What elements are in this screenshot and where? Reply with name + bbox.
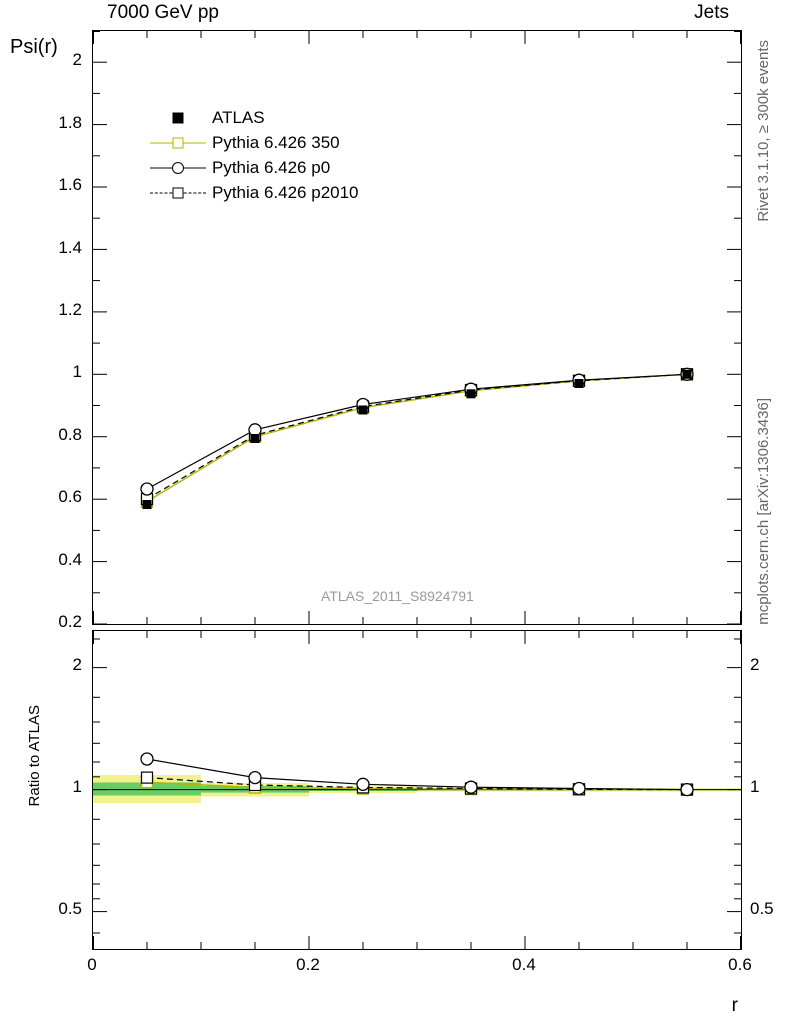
legend-label-pythia350: Pythia 6.426 350 <box>212 132 340 152</box>
markers-pythia350 <box>142 369 693 507</box>
rivet-version-label: Rivet 3.1.10, ≥ 300k events <box>755 40 772 222</box>
header-beam-label: 7000 GeV pp <box>107 2 219 23</box>
series-pythiap2010 <box>147 374 687 499</box>
arxiv-reference-label: mcplots.cern.ch [arXiv:1306.3436] <box>755 398 772 625</box>
xtick-0: 0 <box>87 955 97 974</box>
series-pythiap0 <box>147 374 687 489</box>
ytick-main-2: 0.6 <box>58 487 82 506</box>
ytick-main-8: 1.8 <box>58 113 82 132</box>
markers-pythiap2010 <box>142 369 693 505</box>
xtick-3: 0.6 <box>728 955 752 974</box>
ytick-main-3: 0.8 <box>58 425 82 444</box>
header-process-label: Jets <box>694 2 729 23</box>
ytick-ratio-right-1: 1 <box>750 777 760 796</box>
legend-label-pythiap2010: Pythia 6.426 p2010 <box>212 182 359 202</box>
y-axis-title-ratio: Ratio to ATLAS <box>26 705 43 807</box>
ytick-ratio-right-0: 0.5 <box>750 899 774 918</box>
markers-atlas <box>143 370 692 509</box>
ytick-main-4: 1 <box>72 362 82 381</box>
ytick-main-5: 1.2 <box>58 300 82 319</box>
legend-label-atlas: ATLAS <box>212 107 265 127</box>
ytick-main-1: 0.4 <box>58 550 82 569</box>
legend-item-pythiap2010 <box>150 180 359 205</box>
legend-marker-filled-square-icon <box>150 107 206 129</box>
ytick-ratio-left-2: 2 <box>72 655 82 674</box>
analysis-watermark: ATLAS_2011_S8924791 <box>321 588 474 604</box>
ytick-main-6: 1.4 <box>58 238 82 257</box>
legend-item-atlas <box>150 105 359 130</box>
y-axis-title-main: Psi(r) <box>10 36 58 58</box>
legend-label-pythiap0: Pythia 6.426 p0 <box>212 157 331 177</box>
series-pythia350 <box>147 374 687 501</box>
ytick-main-9: 2 <box>72 50 82 69</box>
ytick-ratio-right-2: 2 <box>750 655 760 674</box>
legend-marker-open-square-line-icon <box>150 132 206 154</box>
legend-item-pythia350 <box>150 130 359 155</box>
legend-marker-open-circle-line-icon <box>150 157 206 179</box>
ytick-main-7: 1.6 <box>58 175 82 194</box>
ytick-ratio-left-0: 0.5 <box>58 899 82 918</box>
markers-pythiap0 <box>141 368 693 495</box>
ratio-plot-svg <box>93 631 741 949</box>
ratio-plot-panel <box>92 630 742 950</box>
legend-marker-open-square-dashed-icon <box>150 182 206 204</box>
x-axis-title: r <box>731 995 738 1016</box>
ytick-ratio-left-1: 1 <box>72 777 82 796</box>
legend <box>150 105 359 205</box>
ytick-main-0: 0.2 <box>58 612 82 631</box>
legend-item-pythiap0 <box>150 155 359 180</box>
xtick-1: 0.2 <box>296 955 320 974</box>
xtick-2: 0.4 <box>512 955 536 974</box>
